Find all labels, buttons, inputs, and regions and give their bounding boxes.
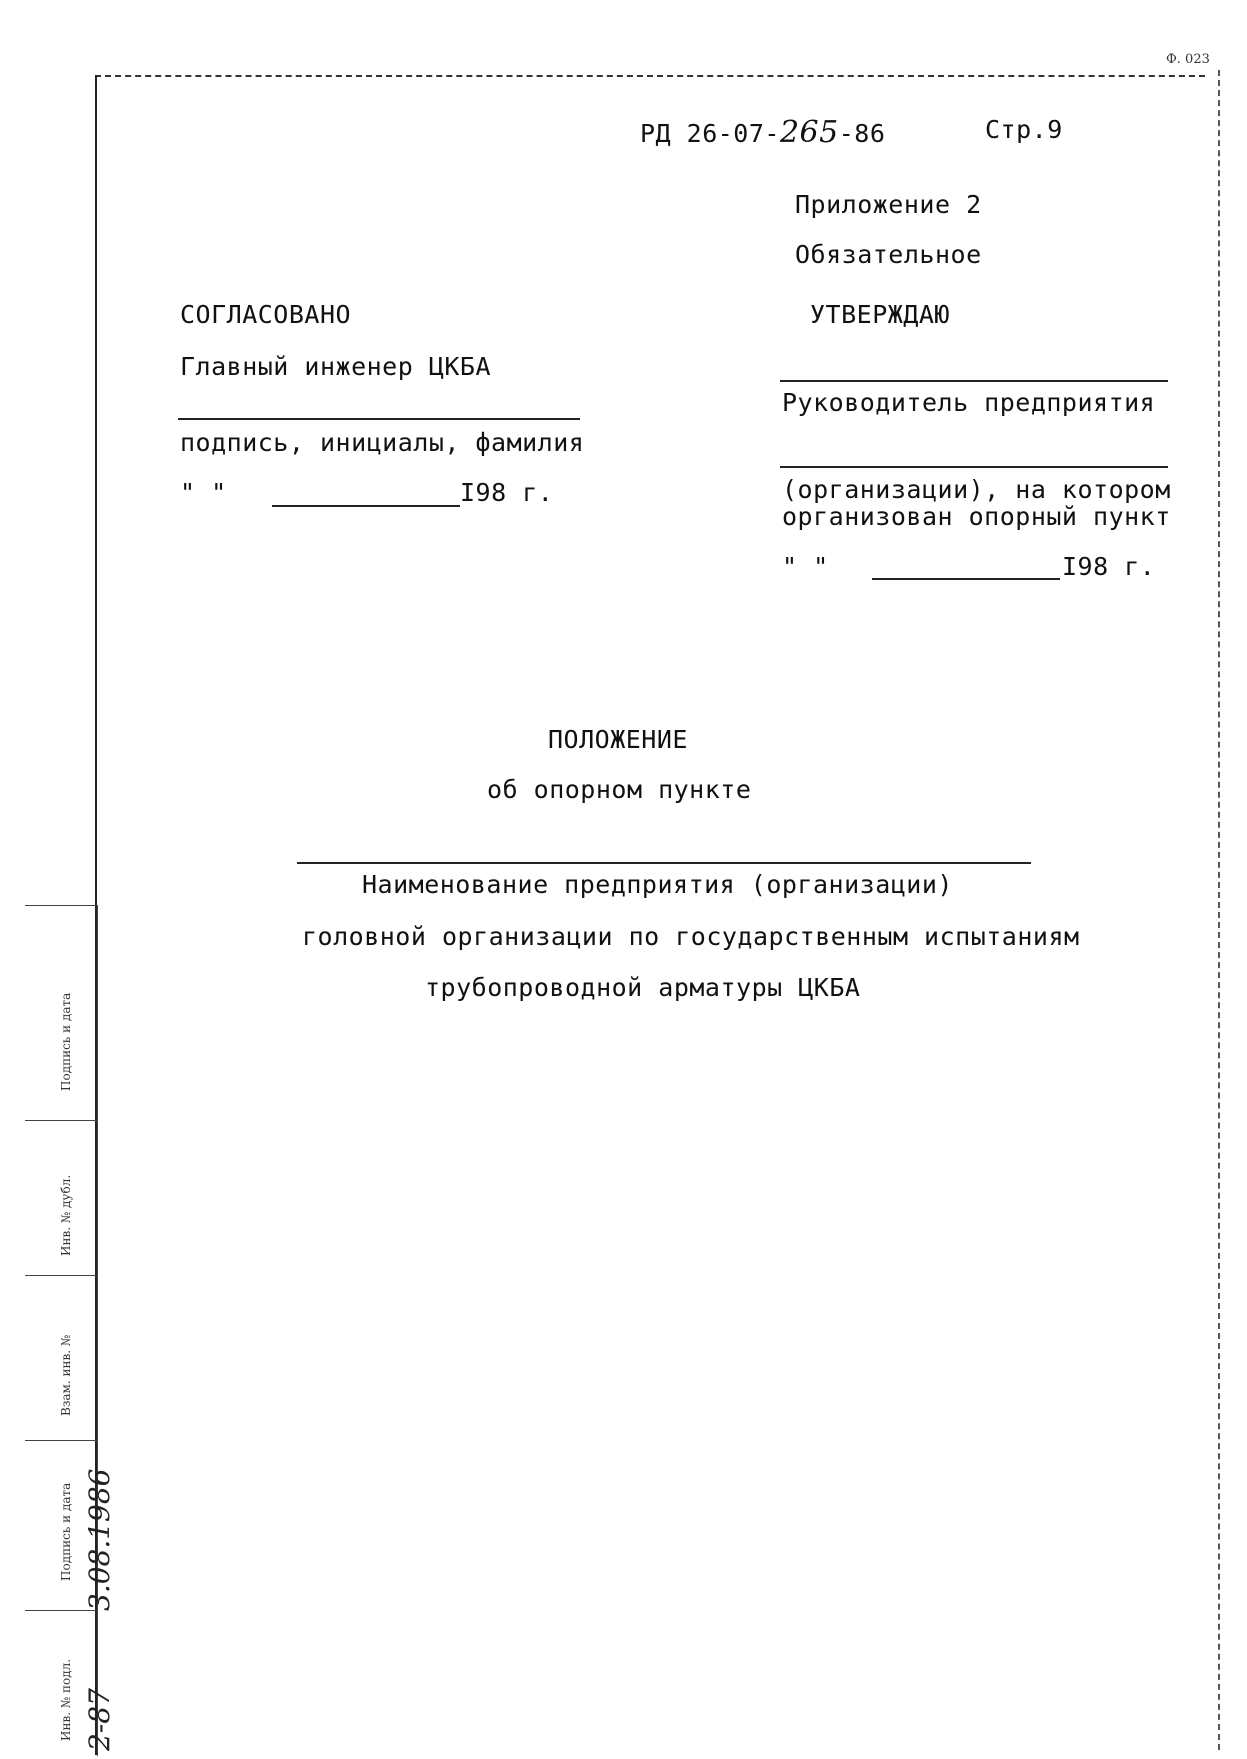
document-subtitle: об опорном пункте — [487, 775, 752, 804]
approve-signature-line — [780, 380, 1168, 382]
agreed-signature-line — [178, 418, 580, 420]
agreed-heading: СОГЛАСОВАНО — [180, 300, 352, 329]
frame-top-border — [95, 75, 1205, 77]
stamp-handwritten-inv: 2-87 — [83, 1688, 116, 1751]
approve-line-2: (организации), на котором — [782, 475, 1171, 504]
appendix-title: Приложение 2 — [795, 190, 982, 219]
stamp-cell-dupl — [25, 1120, 98, 1276]
org-name-line — [297, 862, 1031, 864]
form-code: Ф. 023 — [1166, 52, 1210, 67]
org-caption-3: трубопроводной арматуры ЦКБА — [425, 973, 861, 1002]
appendix-status: Обязательное — [795, 240, 982, 269]
doc-suffix: -86 — [838, 119, 886, 148]
stamp-cell-signature-date-1 — [25, 905, 98, 1121]
document-title: ПОЛОЖЕНИЕ — [548, 725, 688, 754]
agreed-date-quotes: " " — [180, 478, 227, 507]
approve-date-year: I98 г. — [1062, 552, 1156, 581]
approve-heading: УТВЕРЖДАЮ — [810, 300, 950, 329]
stamp-label: Подпись и дата — [59, 992, 73, 1091]
approve-date-quotes: " " — [782, 552, 829, 581]
agreed-date-year: I98 г. — [460, 478, 554, 507]
approve-org-line — [780, 466, 1168, 468]
stamp-label: Инв. № подл. — [59, 1658, 73, 1741]
stamp-cell-signature-date-2 — [25, 1440, 116, 1611]
approve-date-line — [872, 578, 1060, 580]
agreed-position: Главный инженер ЦКБА — [180, 352, 492, 381]
frame-right-border — [1218, 70, 1220, 1750]
page-number: Стр.9 — [985, 115, 1063, 144]
stamp-label: Инв. № дубл. — [59, 1174, 73, 1256]
org-caption-1: Наименование предприятия (организации) — [362, 870, 953, 899]
doc-number-handwritten: 265 — [779, 115, 839, 150]
side-stamp — [25, 905, 116, 1755]
document-number — [640, 115, 885, 150]
stamp-label: Подпись и дата — [59, 1482, 73, 1581]
stamp-cell-inv — [25, 1610, 116, 1756]
stamp-handwritten-date: 3.08.1986 — [83, 1468, 116, 1611]
approve-line-3: организован опорный пункт — [782, 502, 1171, 531]
agreed-date-line — [272, 505, 460, 507]
approve-line-1: Руководитель предприятия — [782, 388, 1156, 417]
doc-prefix: РД 26-07- — [640, 119, 780, 148]
stamp-cell-replace — [25, 1275, 98, 1441]
stamp-label: Взам. инв. № — [59, 1334, 73, 1416]
org-caption-2: головной организации по государственным испытаниям — [302, 922, 1080, 951]
agreed-signature-caption: подпись, инициалы, фамилия — [180, 428, 585, 457]
